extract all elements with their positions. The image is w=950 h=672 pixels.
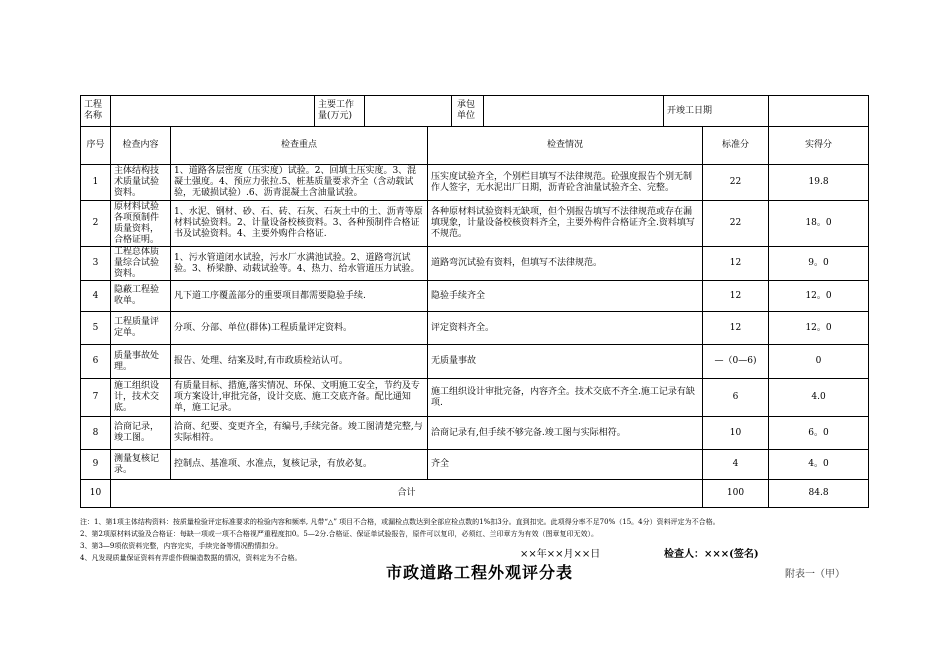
- sign-date: ××年××月××日: [520, 549, 601, 560]
- row-standard: 12: [703, 247, 769, 281]
- table-row: [81, 345, 869, 379]
- contractor-cell: [452, 96, 664, 127]
- row-no: 2: [81, 201, 111, 247]
- row-standard: 22: [703, 165, 769, 201]
- header-row: [81, 96, 869, 127]
- total-label: 合计: [111, 480, 703, 508]
- workload-value: [365, 96, 452, 127]
- col-status: 检查情况: [428, 127, 703, 165]
- row-standard: 22: [703, 201, 769, 247]
- total-row: [81, 480, 869, 508]
- dates-value: [769, 96, 869, 127]
- row-no: 3: [81, 247, 111, 281]
- row-focus: 1、道路各层密度（压实度）试验。2、回填土压实度。3、混凝土强度。4、预应力张拉.5、桩基质量要求齐全（含动载试验，无破损试验）.6、沥青混凝土含油量试验。: [171, 165, 428, 201]
- next-table-title: 市政道路工程外观评分表: [386, 563, 574, 582]
- contractor-label: 承包单位: [455, 96, 484, 126]
- row-status: 无质量事故: [428, 345, 703, 379]
- table-row: [81, 165, 869, 201]
- row-actual: 4.0: [769, 379, 869, 417]
- attachment-label: 附表一（甲）: [785, 569, 845, 580]
- row-no: 1: [81, 165, 111, 201]
- note-line: 3、第3—9项依资料完整，内容完实，手续完备等情况酌情扣分。: [80, 542, 283, 550]
- row-content: 测量复核记录。: [111, 450, 171, 480]
- table-row: [81, 281, 869, 312]
- project-name-label: 工程名称: [81, 96, 111, 127]
- note-line: 4、凡发现质量保证资料有弄虚作假编造数据的情况，资料定为不合格。: [80, 554, 302, 562]
- row-focus: 分项、分部、单位(群体)工程质量评定资料。: [171, 312, 428, 345]
- row-actual: 19.8: [769, 165, 869, 201]
- row-focus: 1、水泥、钢材、砂、石、砖、石灰、石灰土中的土、沥青等原材料试验资料。2、计量设备校核资料。3、各种预制件合格证书及试验资料。4、主要外购件合格证.: [171, 201, 428, 247]
- row-standard: 6: [703, 379, 769, 417]
- row-actual: 0: [769, 345, 869, 379]
- col-focus: 检查重点: [171, 127, 428, 165]
- row-status: 隐验手续齐全: [428, 281, 703, 312]
- row-status: 各种原材料试验资料无缺项，但个别报告填写不法律规范或存在漏填现象，计量设备校核资料齐全，主要外构件合格证齐全.资料填写不规范。: [428, 201, 703, 247]
- row-actual: 6。0: [769, 417, 869, 450]
- row-standard: —（0—6): [703, 345, 769, 379]
- row-status: 评定资料齐全。: [428, 312, 703, 345]
- table-row: [81, 312, 869, 345]
- inspection-sheet: [80, 95, 868, 508]
- note-line: 注：1、第1项主体结构资料：按质量检验评定标准要求的检验内容和频率, 凡带“△” 项目不合格，或漏检点数达到全部应检点数的1%扣3分。直到扣完。此项得分率不足70%（15。4分）资料评定为不合格。: [80, 518, 720, 526]
- row-standard: 4: [703, 450, 769, 480]
- row-actual: 4。0: [769, 450, 869, 480]
- row-status: 齐全: [428, 450, 703, 480]
- row-actual: 12。0: [769, 312, 869, 345]
- dates-label: 开竣工日期: [664, 96, 769, 127]
- row-content: 洽商记录，竣工图。: [111, 417, 171, 450]
- table-row: [81, 417, 869, 450]
- row-content: 质量事故处理。: [111, 345, 171, 379]
- row-content: 原材料试验各项预制件质量资料，合格证明。: [111, 201, 171, 247]
- inspection-table: [80, 95, 869, 508]
- row-no: 9: [81, 450, 111, 480]
- project-name-value: [111, 96, 315, 127]
- row-content: 工程质量评定单。: [111, 312, 171, 345]
- row-focus: 1、污水管道闭水试验，污水厂水满池试验。2、道路弯沉试验。3、桥梁静、动载试验等。4、热力、给水管道压力试验。: [171, 247, 428, 281]
- row-content: 工程总体质量综合试验资料。: [111, 247, 171, 281]
- row-content: 隐蔽工程验收单。: [111, 281, 171, 312]
- row-content: 主体结构技术质量试验资料。: [111, 165, 171, 201]
- row-focus: 凡下道工序覆盖部分的重要项目都需要隐验手续.: [171, 281, 428, 312]
- sign-checker: 检查人：×××(签名): [664, 549, 759, 560]
- total-standard: 100: [703, 480, 769, 508]
- total-actual: 84.8: [769, 480, 869, 508]
- col-standard: 标准分: [703, 127, 769, 165]
- row-no: 8: [81, 417, 111, 450]
- total-no: 10: [81, 480, 111, 508]
- column-header-row: [81, 127, 869, 165]
- note-line: 2、第2项原材料试验及合格证：每缺一项或一项不合格视严重程度扣0。5—2分.合格证、保证单试验报告，原件可以复印，必须红、兰印章方为有效（图章复印无效）。: [80, 530, 598, 538]
- row-actual: 9。0: [769, 247, 869, 281]
- row-status: 压实度试验齐全，个别栏目填写不法律规范。砼强度报告个别无制作人签字，无水泥出厂日期，沥青砼含油量试验齐全、完整。: [428, 165, 703, 201]
- row-focus: 有质量目标、措施,落实情况、环保、文明施工安全，节约及专项方案设计,审批完备，设计交底、施工交底齐备。配比通知单，施工记录。: [171, 379, 428, 417]
- row-no: 7: [81, 379, 111, 417]
- row-standard: 12: [703, 281, 769, 312]
- contractor-value: [484, 96, 661, 126]
- row-actual: 12。0: [769, 281, 869, 312]
- row-standard: 12: [703, 312, 769, 345]
- table-row: [81, 247, 869, 281]
- row-status: 洽商记录有,但手续不够完备.竣工图与实际相符。: [428, 417, 703, 450]
- row-content: 施工组织设计，技术交底。: [111, 379, 171, 417]
- table-row: [81, 450, 869, 480]
- notes-block: [80, 516, 880, 564]
- workload-label: 主要工作量(万元): [315, 96, 365, 127]
- col-no: 序号: [81, 127, 111, 165]
- row-status: 施工组织设计审批完备，内容齐全。技术交底不齐全.施工记录有缺项.: [428, 379, 703, 417]
- row-focus: 控制点、基准项、水准点，复核记录，有放必复。: [171, 450, 428, 480]
- row-focus: 洽商、纪要、变更齐全，有编号,手续完备。竣工图清楚完整,与实际相符。: [171, 417, 428, 450]
- row-standard: 10: [703, 417, 769, 450]
- row-focus: 报告、处理、结案及时,有市政质检站认可。: [171, 345, 428, 379]
- table-row: [81, 201, 869, 247]
- row-no: 4: [81, 281, 111, 312]
- row-status: 道路弯沉试验有资料，但填写不法律规范。: [428, 247, 703, 281]
- col-content: 检查内容: [111, 127, 171, 165]
- row-no: 6: [81, 345, 111, 379]
- row-no: 5: [81, 312, 111, 345]
- table-row: [81, 379, 869, 417]
- col-actual: 实得分: [769, 127, 869, 165]
- row-actual: 18。0: [769, 201, 869, 247]
